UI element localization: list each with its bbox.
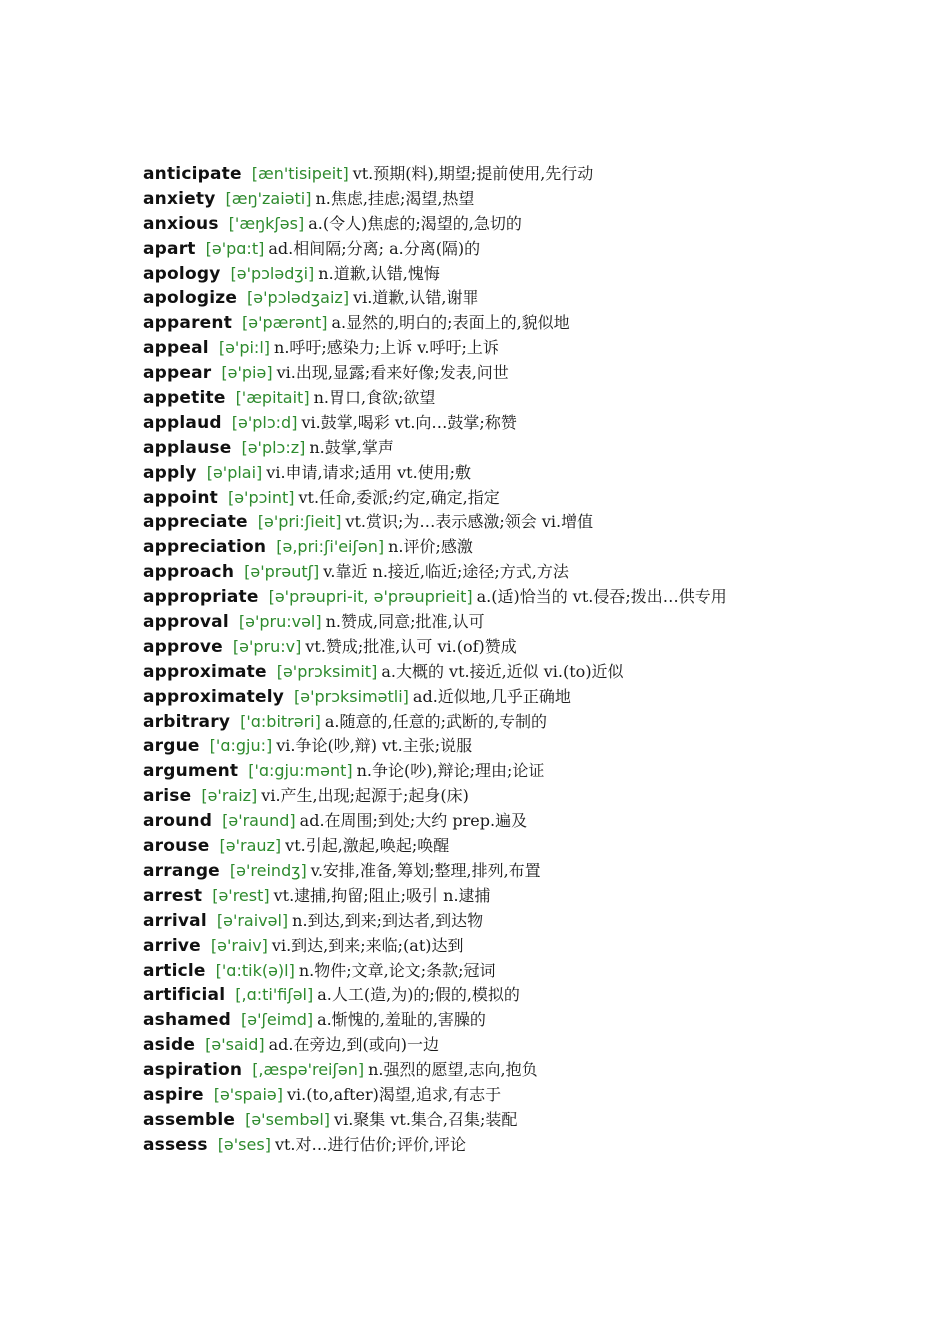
vocab-entry	[143, 660, 923, 685]
entry-word: article	[143, 960, 206, 981]
entry-word: approval	[143, 612, 229, 633]
entry-word: appeal	[143, 338, 209, 359]
entry-definition: vi.道歉,认错,谢罪	[353, 288, 479, 308]
entry-definition: vt.任命,委派;约定,确定,指定	[298, 487, 500, 507]
entry-word: aspire	[143, 1084, 204, 1105]
vocab-entry	[143, 759, 923, 784]
entry-phonetic: [ə'pru:v]	[232, 636, 302, 656]
vocab-entry	[143, 187, 923, 212]
entry-word: appear	[143, 363, 212, 384]
entry-phonetic: [ə'prəutʃ]	[244, 562, 320, 582]
entry-word: aside	[143, 1035, 196, 1056]
entry-phonetic: [ə'raiv]	[210, 935, 268, 955]
entry-definition: a.随意的,任意的;武断的,专制的	[324, 711, 548, 731]
entry-phonetic: [,ɑ:ti'fiʃəl]	[235, 985, 314, 1005]
vocab-entry	[143, 510, 923, 535]
entry-definition: a.大概的 vt.接近,近似 vi.(to)近似	[381, 661, 624, 681]
entry-phonetic: ['ɑ:tik(ə)l]	[215, 960, 295, 980]
entry-phonetic: ['ɑ:gju:mənt]	[248, 761, 353, 781]
entry-definition: n.赞成,同意;批准,认可	[325, 612, 485, 632]
entry-phonetic: [ə'plɔ:z]	[241, 437, 306, 457]
entry-definition: vi.鼓掌,喝彩 vt.向…鼓掌;称赞	[301, 412, 517, 432]
entry-definition: v.靠近 n.接近,临近;途径;方式,方法	[323, 562, 569, 582]
entry-phonetic: [ə'prɔksimit]	[276, 661, 378, 681]
vocab-entry	[143, 585, 923, 610]
entry-word: arrange	[143, 860, 220, 881]
vocab-entry	[143, 983, 923, 1008]
entry-definition: a.惭愧的,羞耻的,害臊的	[317, 1010, 486, 1030]
entry-phonetic: [ə'rest]	[212, 885, 270, 905]
entry-word: applause	[143, 437, 232, 458]
entry-word: arrival	[143, 910, 207, 931]
entry-word: approach	[143, 562, 235, 583]
entry-definition: n.强烈的愿望,志向,抱负	[368, 1060, 538, 1080]
vocab-entry	[143, 535, 923, 560]
vocab-entry	[143, 1083, 923, 1108]
entry-definition: vt.赞成;批准,认可 vi.(of)赞成	[305, 636, 517, 656]
vocab-entry	[143, 560, 923, 585]
entry-phonetic: [æn'tisipeit]	[251, 164, 349, 183]
vocab-entry	[143, 336, 923, 361]
vocab-entry	[143, 386, 923, 411]
entry-definition: ad.相间隔;分离; a.分离(隔)的	[268, 238, 481, 258]
entry-phonetic: [ə'prəupri-it, ə'prəuprieit]	[268, 587, 473, 607]
entry-definition: vt.引起,激起,唤起;唤醒	[285, 836, 450, 856]
entry-definition: n.呼吁;感染力;上诉 v.呼吁;上诉	[274, 338, 499, 358]
entry-phonetic: [ə'sembəl]	[245, 1109, 331, 1129]
entry-phonetic: [ə'raivəl]	[216, 910, 289, 930]
entry-word: apology	[143, 263, 221, 284]
entry-phonetic: [ə'raund]	[222, 811, 296, 831]
entry-definition: vi.到达,到来;来临;(at)达到	[271, 935, 464, 955]
entry-definition: v.安排,准备,筹划;整理,排列,布置	[310, 860, 541, 880]
vocab-entry	[143, 237, 923, 262]
entry-definition: vi.聚集 vt.集合,召集;装配	[334, 1109, 518, 1129]
entry-phonetic: [ə'said]	[205, 1035, 265, 1055]
entry-phonetic: [ə'piə]	[221, 363, 273, 383]
entry-definition: vt.预期(料),期望;提前使用,先行动	[352, 164, 594, 183]
entry-word: approve	[143, 636, 223, 657]
entry-definition: a.显然的,明白的;表面上的,貌似地	[331, 313, 570, 333]
entry-word: anxiety	[143, 188, 216, 209]
entry-word: applaud	[143, 412, 222, 433]
vocab-entry	[143, 162, 923, 187]
entry-phonetic: [ə'raiz]	[201, 786, 258, 806]
entry-phonetic: [ə'ses]	[217, 1134, 271, 1154]
entry-definition: vt.逮捕,拘留;阻止;吸引 n.逮捕	[273, 885, 491, 905]
vocab-entry	[143, 710, 923, 735]
vocab-entry	[143, 834, 923, 859]
vocab-entry	[143, 1133, 923, 1158]
entry-phonetic: ['ɑ:gju:]	[209, 736, 273, 756]
entry-word: apply	[143, 462, 197, 483]
vocab-entry	[143, 361, 923, 386]
entry-definition: n.到达,到来;到达者,到达物	[292, 910, 484, 930]
entry-definition: vt.赏识;为…表示感激;领会 vi.增值	[345, 512, 594, 532]
entry-phonetic: [ə'pi:l]	[218, 338, 271, 358]
vocab-entry	[143, 461, 923, 486]
vocab-entry	[143, 734, 923, 759]
entry-word: appetite	[143, 388, 226, 409]
vocab-entry	[143, 934, 923, 959]
entry-phonetic: [ə'pɔlədʒaiz]	[247, 288, 350, 308]
entry-phonetic: [ə'pærənt]	[242, 313, 328, 333]
entry-word: ashamed	[143, 1010, 231, 1031]
entry-word: assess	[143, 1134, 208, 1155]
vocab-entry	[143, 610, 923, 635]
entry-definition: vt.对…进行估价;评价,评论	[274, 1134, 466, 1154]
entry-phonetic: [ə'pru:vəl]	[238, 612, 322, 632]
entry-word: argument	[143, 761, 239, 782]
vocab-entry	[143, 809, 923, 834]
entry-word: apologize	[143, 288, 238, 309]
entry-definition: n.评价;感激	[388, 537, 473, 557]
vocab-entry	[143, 909, 923, 934]
vocab-entry	[143, 436, 923, 461]
entry-definition: ad.近似地,几乎正确地	[412, 686, 571, 706]
entry-phonetic: [ə,pri:ʃi'eiʃən]	[276, 537, 385, 557]
entry-phonetic: [ə'pri:ʃieit]	[257, 512, 342, 532]
vocab-entry	[143, 486, 923, 511]
entry-word: anticipate	[143, 164, 242, 184]
entry-definition: vi.申请,请求;适用 vt.使用;敷	[266, 462, 472, 482]
vocab-entry	[143, 286, 923, 311]
entry-word: apparent	[143, 313, 233, 334]
entry-phonetic: ['ɑ:bitrəri]	[240, 711, 321, 731]
entry-definition: n.焦虑,挂虑;渴望,热望	[315, 188, 475, 208]
vocab-entry	[143, 212, 923, 237]
vocab-entry	[143, 1108, 923, 1133]
entry-definition: n.物件;文章,论文;条款;冠词	[298, 960, 496, 980]
entry-word: aspiration	[143, 1060, 243, 1081]
vocab-entry	[143, 685, 923, 710]
entry-phonetic: [,æspə'reiʃən]	[252, 1060, 365, 1080]
entry-word: appropriate	[143, 587, 259, 608]
entry-word: appreciation	[143, 537, 267, 558]
entry-phonetic: [ə'reindʒ]	[229, 860, 307, 880]
entry-definition: a.人工(造,为)的;假的,模拟的	[317, 985, 520, 1005]
entry-definition: ad.在周围;到处;大约 prep.遍及	[299, 811, 528, 831]
entry-phonetic: [ə'ʃeimd]	[240, 1010, 314, 1030]
vocab-entry	[143, 311, 923, 336]
entry-definition: vi.(to,after)渴望,追求,有志于	[287, 1084, 502, 1104]
vocab-entry	[143, 635, 923, 660]
entry-phonetic: [æŋ'zaiəti]	[225, 188, 312, 208]
entry-word: arise	[143, 786, 192, 807]
entry-word: artificial	[143, 985, 226, 1006]
entry-word: arbitrary	[143, 711, 231, 732]
entry-word: apart	[143, 238, 196, 259]
entry-word: assemble	[143, 1109, 236, 1130]
entry-word: approximately	[143, 686, 285, 707]
entry-phonetic: [ə'plɔ:d]	[231, 412, 298, 432]
vocab-entry	[143, 411, 923, 436]
entry-phonetic: [ə'plai]	[206, 462, 263, 482]
entry-word: anxious	[143, 213, 219, 234]
vocabulary-list	[143, 162, 923, 1158]
entry-word: arrive	[143, 935, 201, 956]
entry-phonetic: ['æpitait]	[235, 388, 310, 408]
entry-definition: vi.争论(吵,辩) vt.主张;说服	[276, 736, 473, 756]
entry-definition: n.争论(吵),辩论;理由;论证	[356, 761, 545, 781]
entry-definition: vi.产生,出现;起源于;起身(床)	[261, 786, 469, 806]
entry-word: arrest	[143, 885, 203, 906]
entry-definition: n.胃口,食欲;欲望	[313, 388, 436, 408]
entry-definition: a.(令人)焦虑的;渴望的,急切的	[308, 213, 522, 233]
entry-phonetic: [ə'prɔksimətli]	[294, 686, 409, 706]
entry-phonetic: [ə'spaiə]	[213, 1084, 284, 1104]
entry-phonetic: [ə'pɔint]	[227, 487, 295, 507]
entry-phonetic: [ə'pɑ:t]	[205, 238, 265, 258]
entry-definition: vi.出现,显露;看来好像;发表,问世	[276, 363, 509, 383]
vocab-entry	[143, 859, 923, 884]
vocab-entry	[143, 959, 923, 984]
entry-definition: n.鼓掌,掌声	[309, 437, 394, 457]
entry-definition: ad.在旁边,到(或向)一边	[268, 1035, 440, 1055]
entry-phonetic: ['æŋkʃəs]	[228, 213, 305, 233]
entry-word: arouse	[143, 836, 210, 857]
vocab-entry	[143, 262, 923, 287]
entry-definition: n.道歉,认错,愧悔	[318, 263, 440, 283]
entry-word: argue	[143, 736, 200, 757]
entry-phonetic: [ə'rauz]	[219, 836, 282, 856]
entry-word: appoint	[143, 487, 218, 508]
entry-word: approximate	[143, 661, 267, 682]
vocab-entry	[143, 1008, 923, 1033]
vocab-entry	[143, 1033, 923, 1058]
entry-word: around	[143, 811, 213, 832]
entry-word: appreciate	[143, 512, 248, 533]
vocab-entry	[143, 784, 923, 809]
entry-phonetic: [ə'pɔlədʒi]	[230, 263, 315, 283]
vocab-entry	[143, 884, 923, 909]
vocab-entry	[143, 1058, 923, 1083]
entry-definition: a.(适)恰当的 vt.侵吞;拨出…供专用	[476, 587, 727, 607]
